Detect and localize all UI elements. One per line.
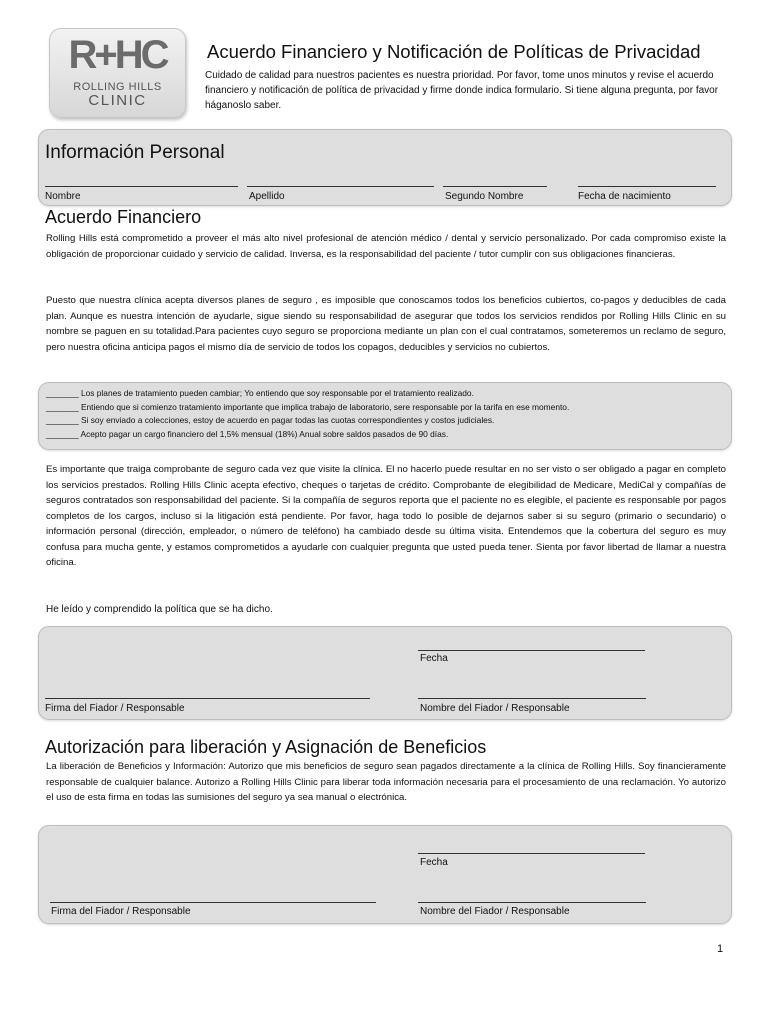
authorization-paragraph: La liberación de Beneficios y Información: Autorizo que mis beneficios de seguro sean pagados directamente a la clínica de Rolling Hills. Soy financieramente responsable de cualquier balance. Autorizo a Rolling Hills Clinic para liberar toda información necesaria para el procesamiento de una reclamación. Yo autorizo el uso de esta firma en todas las sumisiones del seguro ya sea manual o electrónica.: [46, 761, 726, 803]
nombre-fiador-field-2[interactable]: [418, 902, 646, 903]
ack-blank: _______: [46, 401, 79, 412]
document-title: Acuerdo Financiero y Notificación de Políticas de Privacidad: [207, 41, 701, 62]
ack-list: [46, 387, 726, 441]
financial-heading: Acuerdo Financiero: [45, 207, 202, 227]
ack-item[interactable]: _______ Si soy enviado a colecciones, estoy de acuerdo en pagar todas las cuotas correspondientes y costos judiciales.: [46, 415, 495, 425]
acknowledgment-statement: He leído y comprendido la política que se ha dicho.: [46, 604, 273, 615]
ack-item[interactable]: _______ Acepto pagar un cargo financiero del 1,5% mensual (18%) Anual sobre saldos pasados de 90 días.: [46, 428, 449, 439]
ack-item[interactable]: _______ Entiendo que si comienzo tratamiento importante que implica trabajo de laboratorio, sere responsable por la tarifa en ese momento.: [46, 401, 570, 412]
logo-mark: R+HC: [68, 33, 167, 77]
segundo-nombre-field[interactable]: [443, 186, 547, 187]
authorization-heading: Autorización para liberación y Asignación de Beneficios: [45, 737, 487, 757]
nombre-field[interactable]: [45, 186, 238, 187]
nombre-label: Nombre: [45, 191, 81, 202]
firma-field-2[interactable]: [50, 902, 376, 903]
firma-label-2: Firma del Fiador / Responsable: [51, 906, 191, 917]
ack-blank: _______: [46, 415, 79, 425]
ack-blank: _______: [46, 388, 79, 398]
fecha-nacimiento-field[interactable]: [578, 186, 716, 187]
financial-paragraph-1: Rolling Hills está comprometido a proveer el más alto nivel profesional de atención médico / dental y servicio personalizado. Por cada compromiso existe la obligación de proporcionar cuidado y servicio de calidad. Inversa, es la responsabilidad del paciente / tutor cumplir con sus obligaciones financieras.: [46, 233, 726, 260]
firma-field-1[interactable]: [45, 698, 370, 699]
segundo-nombre-label: Segundo Nombre: [445, 191, 524, 202]
firma-label-1: Firma del Fiador / Responsable: [45, 703, 185, 714]
nombre-fiador-label-1: Nombre del Fiador / Responsable: [420, 703, 570, 714]
logo-text-rolling-hills: ROLLING HILLS: [73, 81, 162, 93]
fecha-field-2[interactable]: [418, 853, 645, 854]
nombre-fiador-field-1[interactable]: [418, 698, 646, 699]
apellido-field[interactable]: [247, 186, 434, 187]
logo-text-clinic: CLINIC: [88, 92, 147, 109]
apellido-label: Apellido: [249, 191, 285, 202]
financial-paragraph-2: Puesto que nuestra clínica acepta diversos planes de seguro , es imposible que conoscamos todos los beneficios cubiertos, co-pagos y deducibles de cada plan. Aunque es nuestra intención de ayudarle, sigue siendo su responsabilidad de asegurar que todos los servicios rendidos por Rolling Hills Clinic en su nombre se paguen en su totalidad.Para pacientes cuyo seguro se proporciona mediante un plan con el cual contratamos, someteremos un reclamo de seguro, pero nuestra oficina anticipa pagos el mismo día de servicio de todos los copagos, deducibles y servicios no cubiertos.: [46, 295, 726, 353]
intro-text: Cuidado de calidad para nuestros pacientes es nuestra prioridad. Por favor, tome unos minutos y revise el acuerdo financiero y notificación de política de privacidad y firme donde indica formulario. Si tiene alguna pregunta, por favor háganoslo saber.: [205, 70, 719, 111]
financial-paragraph-3: Es importante que traiga comprobante de seguro cada vez que visite la clínica. El no hacerlo puede resultar en no ser visto o ser obligado a pagar en completo los servicios prestados. Rolling Hills Clinic acepta efectivo, cheques o tarjetas de crédito. Comprobante de elegibilidad de Medicare, MediCal y compañías de seguros contratados son responsabilidad del paciente. Si la compañía de seguros reporta que el paciente no es elegible, el paciente es responsable por pagos completos de los cargos, incluso si la litigación está pendiente. Por favor, haga todo lo posible de dejarnos saber si su seguro (primario o secundario) o información personal (dirección, empleador, o número de teléfono) ha cambiado desde su última visita. Entendemos que la cobertura del seguro es muy confusa para mucha gente, y estamos comprometidos a ayudarle con cualquier pregunta que usted pueda tener. Sienta por favor libertad de llamar a nuestra oficina.: [46, 464, 726, 568]
fecha-label-2: Fecha: [420, 857, 448, 868]
personal-info-heading: Información Personal: [45, 142, 225, 163]
clinic-logo: [49, 28, 186, 118]
page-number: 1: [717, 943, 724, 955]
nombre-fiador-label-2: Nombre del Fiador / Responsable: [420, 906, 570, 917]
fecha-field-1[interactable]: [418, 650, 645, 651]
fecha-nacimiento-label: Fecha de nacimiento: [578, 191, 671, 202]
ack-item[interactable]: _______ Los planes de tratamiento pueden cambiar; Yo entiendo que soy responsable por el tratamiento realizado.: [46, 388, 474, 398]
ack-blank: _______: [46, 428, 79, 439]
fecha-label-1: Fecha: [420, 653, 448, 664]
